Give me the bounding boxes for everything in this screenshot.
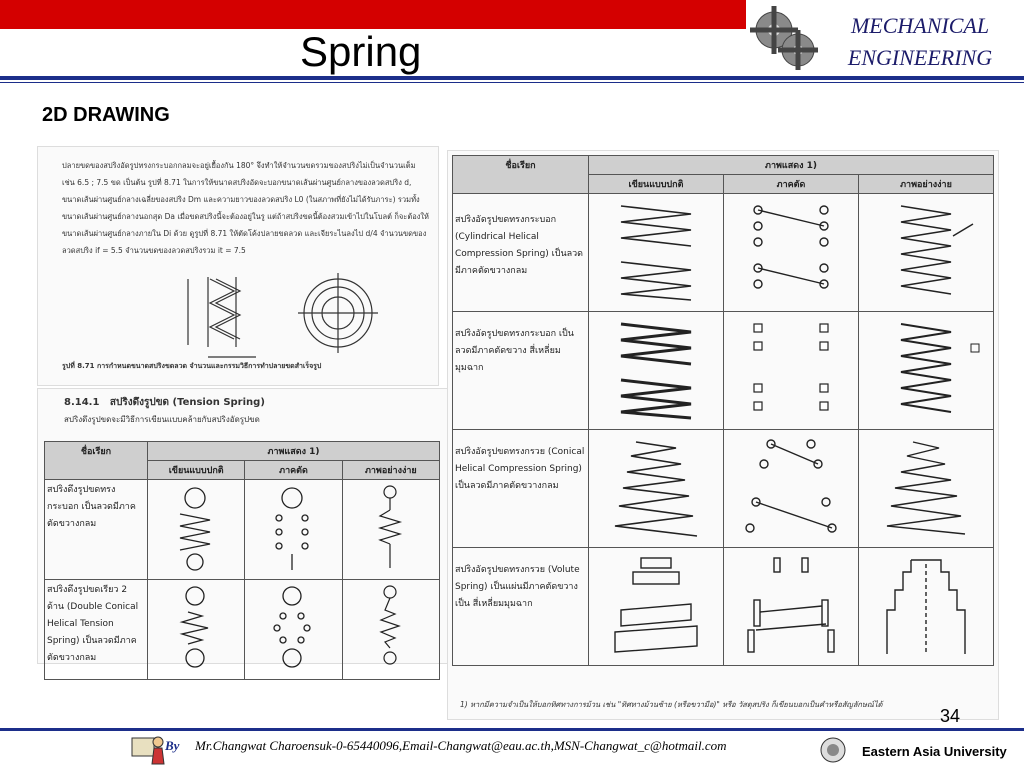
table-header: ภาคตัด	[245, 461, 342, 480]
section-text: สปริงดึงรูปขดจะมีวิธีการเขียนแบบคล้ายกับสปริงอัดรูปขด	[64, 415, 260, 424]
footnote: 1) หากมีความจำเป็นให้บอกทิศทางการม้วน เช่น "ทิศทางม้วนซ้าย (หรือขวามือ)" หรือ วัสดุสปริง ก็เขียนบอกเป็นคำหรือสัญลักษณ์ได้	[460, 700, 883, 709]
logo-line-2: ENGINEERING	[847, 45, 993, 70]
footer-author: Mr.Changwat Charoensuk-0-65440096,Email-Changwat@eau.ac.th,MSN-Changwat_c@hotmail.com	[195, 738, 727, 753]
volute-section-drawing	[724, 548, 859, 666]
table-header: ภาพอย่างง่าย	[859, 175, 994, 194]
table-header: เขียนแบบปกติ	[589, 175, 724, 194]
scan-paragraph: ปลายขดของสปริงอัดรูปทรงกระบอกกลมจะอยู่เยื้องกัน 180° จึงทำให้จำนวนขดรวมของสปริงไม่เป็นจำนวนเต็ม เช่น 6.5 ; 7.5 ขด เป็นต้น รูปที่ 8.71 ในการให้ขนาดสปริงอัดจะบอกขนาดเส้นผ่านศูนย์กลางของลวดสปริง d, ขนาดเส้นผ่านศูนย์กลางเฉลี่ยของสปริง Dm และความยาวของลวดสปริง L0 (ในสภาพที่ยังไม่ได้รับภาระ) รวมทั้งขนาดเส้นผ่านศูนย์กลางนอกสุด Da เมื่อขดสปริงนี้จะต้องอยู่ในรู แต่ถ้าสปริงขดนี้ต้องสวมเข้าไปในโบลต์ ก็จะต้องให้ขนาดเส้นผ่านศูนย์กลางภายใน Di ด้วย ดูรูปที่ 8.71 ให้ตัดโค้งปลายขดลวด และเจียระไนลงไป d/4 จำนวนขดของลวดสปริง if = 5.5 จำนวนขดของลวดสปริงรวม it = 7.5	[62, 161, 429, 255]
logo-text	[820, 10, 1020, 74]
table-row: สปริงอัดรูปขดทรงกระบอก (Cylindrical Helical Compression Spring) เป็นลวดมีภาคตัดขวางกลม	[453, 194, 589, 312]
teacher-clipart-icon	[128, 732, 168, 766]
header-divider	[0, 76, 1024, 80]
footer-by: By	[165, 738, 180, 753]
header-red-bar	[0, 0, 746, 29]
conical-tension-normal-drawing	[148, 580, 245, 680]
rect-section-drawing	[724, 312, 859, 430]
rect-normal-drawing	[589, 312, 724, 430]
tension-section-drawing	[245, 480, 342, 580]
tension-simple-drawing	[342, 480, 439, 580]
section-title: สปริงดึงรูปขด (Tension Spring)	[109, 397, 265, 408]
table-header: ภาพแสดง 1)	[148, 442, 440, 461]
cylindrical-normal-drawing	[589, 194, 724, 312]
table-row: สปริงอัดรูปขดทรงกรวย (Conical Helical Compression Spring) เป็นลวดมีภาคตัดขวางกลม	[453, 430, 589, 548]
conical-simple-drawing	[859, 430, 994, 548]
conical-section-drawing	[724, 430, 859, 548]
compression-spring-table	[452, 155, 994, 666]
table-header: เขียนแบบปกติ	[148, 461, 245, 480]
tension-spring-table	[44, 441, 440, 680]
tension-normal-drawing	[148, 480, 245, 580]
conical-tension-simple-drawing	[342, 580, 439, 680]
table-header: ภาคตัด	[724, 175, 859, 194]
footer	[0, 732, 1024, 768]
gear-icon	[746, 0, 826, 76]
table-header: ชื่อเรียก	[45, 442, 148, 480]
table-header: ชื่อเรียก	[453, 156, 589, 194]
volute-normal-drawing	[589, 548, 724, 666]
conical-normal-drawing	[589, 430, 724, 548]
volute-simple-drawing	[859, 548, 994, 666]
university-seal-icon	[818, 735, 848, 765]
right-scan	[447, 150, 999, 720]
left-scan-top	[37, 146, 439, 386]
table-row: สปริงดึงรูปขดทรงกระบอก เป็นลวดมีภาคตัดขวางกลม	[45, 480, 148, 580]
cylindrical-section-drawing	[724, 194, 859, 312]
table-row: สปริงอัดรูปขดทรงกรวย (Volute Spring) เป็นแผ่นมีภาคตัดขวางเป็น สี่เหลี่ยมมุมฉาก	[453, 548, 589, 666]
section-number: 8.14.1	[64, 397, 100, 408]
cylindrical-simple-drawing	[859, 194, 994, 312]
footer-university: Eastern Asia University	[862, 744, 1007, 759]
left-scan-bottom	[37, 388, 449, 664]
section-line	[64, 395, 265, 410]
footer-divider	[0, 728, 1024, 731]
rect-simple-drawing	[859, 312, 994, 430]
page-number: 34	[940, 706, 961, 726]
table-header: ภาพอย่างง่าย	[342, 461, 439, 480]
page-title: Spring	[300, 28, 422, 75]
spring-dimension-figure	[38, 265, 438, 375]
figure-caption: รูปที่ 8.71 การกำหนดขนาดสปริงขดลวด จำนวนและกรรมวิธีการทำปลายขดสำเร็จรูป	[62, 362, 322, 370]
section-heading: 2D DRAWING	[42, 104, 170, 126]
table-header: ภาพแสดง 1)	[589, 156, 994, 175]
table-row: สปริงดึงรูปขดเรียว 2 ด้าน (Double Conical Helical Tension Spring) เป็นลวดมีภาคตัดขวางกลม	[45, 580, 148, 680]
logo-line-1: MECHANICAL	[850, 13, 990, 38]
table-row: สปริงอัดรูปขดทรงกระบอก เป็นลวดมีภาคตัดขวาง สี่เหลี่ยมมุมฉาก	[453, 312, 589, 430]
header-divider-thin	[0, 82, 1024, 83]
conical-tension-section-drawing	[245, 580, 342, 680]
